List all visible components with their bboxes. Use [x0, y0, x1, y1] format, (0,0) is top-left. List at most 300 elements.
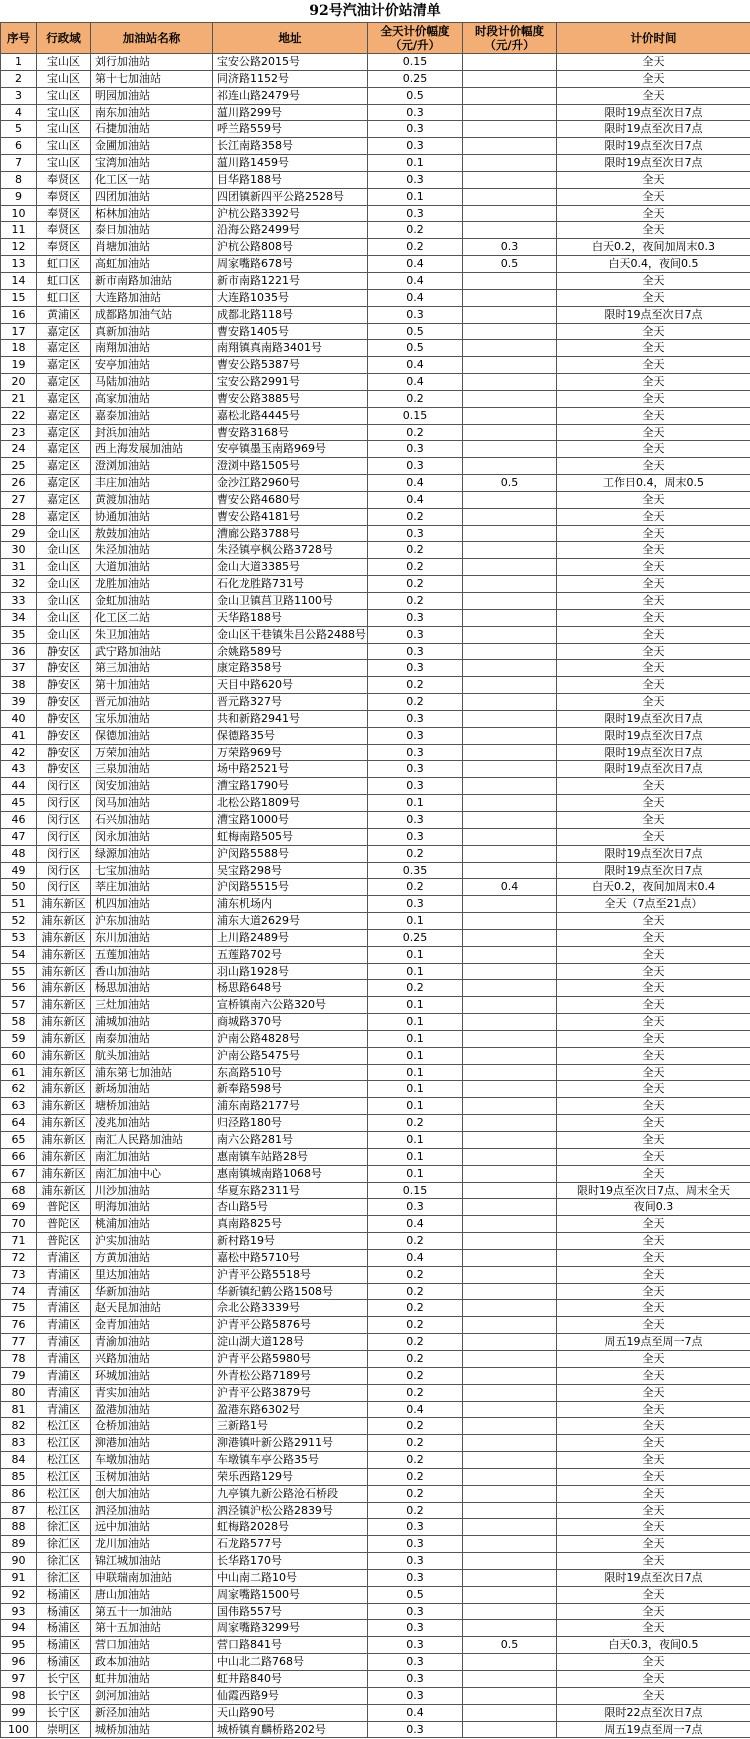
cell-seq: 93 — [1, 1603, 37, 1620]
cell-name: 保德加油站 — [91, 727, 213, 744]
cell-name: 龙川加油站 — [91, 1536, 213, 1553]
cell-address: 周家嘴路1500号 — [213, 1586, 368, 1603]
cell-seq: 14 — [1, 272, 37, 289]
cell-time: 限时19点至次日7点 — [557, 306, 750, 323]
cell-seq: 30 — [1, 542, 37, 559]
cell-name: 南汇加油中心 — [91, 1165, 213, 1182]
cell-name: 石捷加油站 — [91, 121, 213, 138]
table-row — [1, 1165, 750, 1182]
cell-time: 全天 — [557, 1317, 750, 1334]
cell-name: 凌兆加油站 — [91, 1115, 213, 1132]
cell-full-day: 0.3 — [368, 710, 463, 727]
cell-full-day: 0.4 — [368, 491, 463, 508]
cell-name: 明园加油站 — [91, 87, 213, 104]
cell-full-day: 0.3 — [368, 727, 463, 744]
cell-full-day: 0.3 — [368, 1569, 463, 1586]
cell-full-day: 0.3 — [368, 441, 463, 458]
cell-full-day: 0.1 — [368, 188, 463, 205]
cell-district: 奉贤区 — [37, 205, 91, 222]
cell-address: 蕰川路299号 — [213, 104, 368, 121]
cell-name: 封浜加油站 — [91, 424, 213, 441]
cell-full-day: 0.25 — [368, 70, 463, 87]
cell-time: 周五19点至周一7点 — [557, 1721, 750, 1738]
cell-seq: 73 — [1, 1266, 37, 1283]
cell-seq: 41 — [1, 727, 37, 744]
cell-time: 全天 — [557, 811, 750, 828]
table-header-row — [1, 23, 750, 54]
cell-address: 安亭镇墨玉南路969号 — [213, 441, 368, 458]
cell-seq: 84 — [1, 1452, 37, 1469]
cell-name: 营口加油站 — [91, 1637, 213, 1654]
table-row — [1, 1536, 750, 1553]
cell-address: 仙霞西路9号 — [213, 1687, 368, 1704]
cell-full-day: 0.4 — [368, 1249, 463, 1266]
cell-period — [463, 155, 557, 172]
table-row — [1, 862, 750, 879]
cell-full-day: 0.4 — [368, 272, 463, 289]
cell-seq: 68 — [1, 1182, 37, 1199]
cell-district: 浦东新区 — [37, 1047, 91, 1064]
cell-name: 兴路加油站 — [91, 1350, 213, 1367]
cell-address: 五莲路702号 — [213, 946, 368, 963]
cell-district: 宝山区 — [37, 138, 91, 155]
cell-seq: 40 — [1, 710, 37, 727]
cell-period — [463, 1384, 557, 1401]
cell-full-day: 0.1 — [368, 963, 463, 980]
table-row — [1, 1233, 750, 1250]
table-row — [1, 87, 750, 104]
cell-district: 静安区 — [37, 660, 91, 677]
cell-district: 长宁区 — [37, 1671, 91, 1688]
table-row — [1, 1687, 750, 1704]
cell-district: 青浦区 — [37, 1317, 91, 1334]
cell-time: 全天 — [557, 188, 750, 205]
cell-time: 全天 — [557, 1603, 750, 1620]
cell-period — [463, 222, 557, 239]
cell-district: 静安区 — [37, 677, 91, 694]
cell-seq: 37 — [1, 660, 37, 677]
cell-period: 0.4 — [463, 879, 557, 896]
cell-address: 祁连山路2479号 — [213, 87, 368, 104]
cell-seq: 18 — [1, 340, 37, 357]
cell-address: 漕廊公路3788号 — [213, 525, 368, 542]
cell-full-day: 0.2 — [368, 593, 463, 610]
cell-full-day: 0.2 — [368, 1266, 463, 1283]
cell-name: 玉树加油站 — [91, 1468, 213, 1485]
cell-period: 0.5 — [463, 256, 557, 273]
cell-time: 限时22点至次日7点 — [557, 1704, 750, 1721]
table-row — [1, 963, 750, 980]
cell-time: 全天 — [557, 340, 750, 357]
table-row — [1, 390, 750, 407]
table-row — [1, 1637, 750, 1654]
cell-period — [463, 1468, 557, 1485]
table-row — [1, 946, 750, 963]
cell-period — [463, 1687, 557, 1704]
cell-period — [463, 121, 557, 138]
cell-period — [463, 458, 557, 475]
cell-time: 全天 — [557, 643, 750, 660]
table-row — [1, 694, 750, 711]
cell-time: 全天 — [557, 1014, 750, 1031]
cell-seq: 57 — [1, 997, 37, 1014]
cell-address: 长华路170号 — [213, 1553, 368, 1570]
cell-full-day: 0.5 — [368, 87, 463, 104]
cell-full-day: 0.2 — [368, 694, 463, 711]
cell-name: 第十五加油站 — [91, 1620, 213, 1637]
table-row — [1, 188, 750, 205]
cell-district: 金山区 — [37, 542, 91, 559]
cell-seq: 59 — [1, 1030, 37, 1047]
cell-period — [463, 138, 557, 155]
cell-time: 全天 — [557, 593, 750, 610]
cell-time: 全天 — [557, 677, 750, 694]
cell-period — [463, 340, 557, 357]
cell-name: 剑河加油站 — [91, 1687, 213, 1704]
cell-address: 金山区干巷镇朱吕公路2488号 — [213, 626, 368, 643]
table-row — [1, 1704, 750, 1721]
cell-district: 浦东新区 — [37, 1081, 91, 1098]
cell-full-day: 0.2 — [368, 1283, 463, 1300]
cell-full-day: 0.25 — [368, 929, 463, 946]
page-title: 92号汽油计价站清单 — [309, 3, 441, 19]
cell-address: 国伟路557号 — [213, 1603, 368, 1620]
cell-period — [463, 1334, 557, 1351]
cell-name: 青实加油站 — [91, 1384, 213, 1401]
cell-time: 限时19点至次日7点 — [557, 121, 750, 138]
cell-time: 白天0.4，夜间0.5 — [557, 256, 750, 273]
table-row — [1, 289, 750, 306]
cell-district: 嘉定区 — [37, 374, 91, 391]
cell-time: 全天 — [557, 576, 750, 593]
cell-time: 全天 — [557, 1687, 750, 1704]
cell-address: 天山路90号 — [213, 1704, 368, 1721]
cell-full-day: 0.2 — [368, 1350, 463, 1367]
cell-full-day: 0.3 — [368, 205, 463, 222]
cell-time: 全天 — [557, 87, 750, 104]
table-row — [1, 1249, 750, 1266]
cell-district: 闵行区 — [37, 862, 91, 879]
cell-name: 东川加油站 — [91, 929, 213, 946]
cell-seq: 61 — [1, 1064, 37, 1081]
cell-name: 新市南路加油站 — [91, 272, 213, 289]
cell-time: 全天 — [557, 1418, 750, 1435]
table-row — [1, 222, 750, 239]
cell-full-day: 0.2 — [368, 980, 463, 997]
cell-seq: 60 — [1, 1047, 37, 1064]
table-row — [1, 171, 750, 188]
cell-period: 0.3 — [463, 239, 557, 256]
cell-time: 限时19点至次日7点、周末全天 — [557, 1182, 750, 1199]
cell-district: 宝山区 — [37, 155, 91, 172]
cell-district: 闵行区 — [37, 778, 91, 795]
cell-time: 全天 — [557, 1216, 750, 1233]
cell-period — [463, 1300, 557, 1317]
cell-address: 金山卫镇莒卫路1100号 — [213, 593, 368, 610]
table-row — [1, 205, 750, 222]
cell-address: 曹安公路4181号 — [213, 508, 368, 525]
cell-name: 金圃加油站 — [91, 138, 213, 155]
table-row — [1, 1654, 750, 1671]
cell-seq: 63 — [1, 1098, 37, 1115]
cell-address: 共和新路2941号 — [213, 710, 368, 727]
cell-full-day: 0.3 — [368, 896, 463, 913]
cell-name: 黄渡加油站 — [91, 491, 213, 508]
cell-name: 新泾加油站 — [91, 1704, 213, 1721]
cell-district: 青浦区 — [37, 1384, 91, 1401]
cell-seq: 72 — [1, 1249, 37, 1266]
cell-period — [463, 1216, 557, 1233]
cell-seq: 44 — [1, 778, 37, 795]
cell-seq: 98 — [1, 1687, 37, 1704]
cell-time: 限时19点至次日7点 — [557, 845, 750, 862]
table-row — [1, 340, 750, 357]
cell-full-day: 0.3 — [368, 1199, 463, 1216]
cell-seq: 45 — [1, 795, 37, 812]
table-row — [1, 896, 750, 913]
cell-seq: 55 — [1, 963, 37, 980]
cell-full-day: 0.3 — [368, 1637, 463, 1654]
cell-district: 闵行区 — [37, 811, 91, 828]
cell-seq: 7 — [1, 155, 37, 172]
cell-period — [463, 390, 557, 407]
cell-period — [463, 1569, 557, 1586]
cell-seq: 43 — [1, 761, 37, 778]
table-row — [1, 576, 750, 593]
cell-name: 申联瑞南加油站 — [91, 1569, 213, 1586]
cell-period — [463, 1519, 557, 1536]
cell-name: 三灶加油站 — [91, 997, 213, 1014]
cell-time: 全天 — [557, 828, 750, 845]
cell-time: 全天 — [557, 542, 750, 559]
cell-full-day: 0.2 — [368, 1435, 463, 1452]
cell-district: 浦东新区 — [37, 1014, 91, 1031]
cell-time: 全天 — [557, 508, 750, 525]
cell-full-day: 0.2 — [368, 1418, 463, 1435]
cell-full-day: 0.2 — [368, 576, 463, 593]
table-row — [1, 508, 750, 525]
cell-name: 协通加油站 — [91, 508, 213, 525]
table-row — [1, 1418, 750, 1435]
table-row — [1, 626, 750, 643]
cell-period — [463, 694, 557, 711]
cell-name: 泰日加油站 — [91, 222, 213, 239]
cell-period: 0.5 — [463, 475, 557, 492]
cell-name: 沪实加油站 — [91, 1233, 213, 1250]
cell-district: 浦东新区 — [37, 1132, 91, 1149]
cell-period — [463, 1502, 557, 1519]
cell-time: 全天 — [557, 1671, 750, 1688]
cell-name: 安亭加油站 — [91, 357, 213, 374]
cell-name: 仓桥加油站 — [91, 1418, 213, 1435]
table-row — [1, 54, 750, 71]
cell-name: 南泰加油站 — [91, 1030, 213, 1047]
cell-period — [463, 104, 557, 121]
cell-time: 全天 — [557, 491, 750, 508]
cell-time: 全天 — [557, 1553, 750, 1570]
cell-period — [463, 1586, 557, 1603]
cell-address: 曹安路3168号 — [213, 424, 368, 441]
cell-seq: 20 — [1, 374, 37, 391]
cell-address: 新市南路1221号 — [213, 272, 368, 289]
cell-district: 杨浦区 — [37, 1586, 91, 1603]
cell-address: 营口路841号 — [213, 1637, 368, 1654]
cell-name: 机四加油站 — [91, 896, 213, 913]
cell-time: 限时19点至次日7点 — [557, 104, 750, 121]
cell-full-day: 0.2 — [368, 677, 463, 694]
table-row — [1, 929, 750, 946]
cell-district: 奉贤区 — [37, 171, 91, 188]
cell-full-day: 0.2 — [368, 1485, 463, 1502]
table-row — [1, 1148, 750, 1165]
cell-seq: 29 — [1, 525, 37, 542]
cell-seq: 92 — [1, 1586, 37, 1603]
cell-period — [463, 795, 557, 812]
cell-address: 目华路188号 — [213, 171, 368, 188]
cell-period — [463, 374, 557, 391]
cell-time: 全天 — [557, 289, 750, 306]
cell-seq: 95 — [1, 1637, 37, 1654]
cell-period — [463, 1047, 557, 1064]
cell-district: 浦东新区 — [37, 1030, 91, 1047]
cell-address: 沪杭公路808号 — [213, 239, 368, 256]
cell-full-day: 0.1 — [368, 1030, 463, 1047]
cell-district: 金山区 — [37, 626, 91, 643]
cell-time: 全天 — [557, 626, 750, 643]
cell-district: 金山区 — [37, 593, 91, 610]
cell-time: 全天 — [557, 997, 750, 1014]
cell-period — [463, 828, 557, 845]
table-row — [1, 1115, 750, 1132]
cell-district: 宝山区 — [37, 104, 91, 121]
cell-time: 全天 — [557, 1266, 750, 1283]
cell-address: 盈港东路6302号 — [213, 1401, 368, 1418]
cell-district: 闵行区 — [37, 828, 91, 845]
cell-district: 普陀区 — [37, 1233, 91, 1250]
cell-district: 杨浦区 — [37, 1603, 91, 1620]
cell-full-day: 0.1 — [368, 1081, 463, 1098]
cell-full-day: 0.1 — [368, 1014, 463, 1031]
cell-name: 泖港加油站 — [91, 1435, 213, 1452]
cell-address: 同济路1152号 — [213, 70, 368, 87]
cell-full-day: 0.2 — [368, 879, 463, 896]
cell-seq: 26 — [1, 475, 37, 492]
cell-address: 泖港镇叶新公路2911号 — [213, 1435, 368, 1452]
table-row — [1, 1317, 750, 1334]
table-row — [1, 407, 750, 424]
cell-time: 工作日0.4，周末0.5 — [557, 475, 750, 492]
cell-time: 全天 — [557, 222, 750, 239]
cell-name: 创大加油站 — [91, 1485, 213, 1502]
cell-seq: 78 — [1, 1350, 37, 1367]
cell-full-day: 0.2 — [368, 542, 463, 559]
cell-seq: 32 — [1, 576, 37, 593]
cell-seq: 35 — [1, 626, 37, 643]
cell-address: 石化龙胜路731号 — [213, 576, 368, 593]
table-row — [1, 424, 750, 441]
cell-seq: 49 — [1, 862, 37, 879]
cell-seq: 51 — [1, 896, 37, 913]
cell-name: 环城加油站 — [91, 1367, 213, 1384]
cell-seq: 86 — [1, 1485, 37, 1502]
cell-full-day: 0.4 — [368, 1216, 463, 1233]
cell-period — [463, 710, 557, 727]
cell-time: 限时19点至次日7点 — [557, 155, 750, 172]
cell-address: 金山大道3385号 — [213, 559, 368, 576]
cell-seq: 83 — [1, 1435, 37, 1452]
cell-seq: 46 — [1, 811, 37, 828]
cell-full-day: 0.2 — [368, 239, 463, 256]
cell-time: 全天 — [557, 1148, 750, 1165]
table-row — [1, 306, 750, 323]
cell-name: 里达加油站 — [91, 1266, 213, 1283]
cell-name: 第十加油站 — [91, 677, 213, 694]
cell-seq: 100 — [1, 1721, 37, 1738]
cell-full-day: 0.2 — [368, 1502, 463, 1519]
cell-district: 杨浦区 — [37, 1620, 91, 1637]
cell-period — [463, 626, 557, 643]
cell-seq: 90 — [1, 1553, 37, 1570]
cell-time: 全天 — [557, 1350, 750, 1367]
cell-district: 金山区 — [37, 559, 91, 576]
cell-full-day: 0.3 — [368, 1671, 463, 1688]
cell-period — [463, 744, 557, 761]
cell-district: 浦东新区 — [37, 946, 91, 963]
cell-time: 周五19点至周一7点 — [557, 1334, 750, 1351]
cell-district: 浦东新区 — [37, 980, 91, 997]
cell-name: 刘行加油站 — [91, 54, 213, 71]
cell-period — [463, 1553, 557, 1570]
cell-period — [463, 593, 557, 610]
cell-district: 闵行区 — [37, 795, 91, 812]
cell-address: 浦东机场内 — [213, 896, 368, 913]
cell-seq: 96 — [1, 1654, 37, 1671]
cell-period — [463, 289, 557, 306]
cell-period — [463, 357, 557, 374]
cell-district: 松江区 — [37, 1468, 91, 1485]
cell-district: 静安区 — [37, 710, 91, 727]
table-row — [1, 660, 750, 677]
cell-name: 川沙加油站 — [91, 1182, 213, 1199]
cell-district: 奉贤区 — [37, 239, 91, 256]
cell-name: 航头加油站 — [91, 1047, 213, 1064]
cell-full-day: 0.1 — [368, 1148, 463, 1165]
cell-district: 长宁区 — [37, 1687, 91, 1704]
cell-name: 虹井加油站 — [91, 1671, 213, 1688]
table-row — [1, 1452, 750, 1469]
cell-address: 沪闵路5588号 — [213, 845, 368, 862]
cell-name: 五莲加油站 — [91, 946, 213, 963]
table-row — [1, 1671, 750, 1688]
cell-district: 徐汇区 — [37, 1536, 91, 1553]
cell-address: 浦东大道2629号 — [213, 913, 368, 930]
cell-name: 朱泾加油站 — [91, 542, 213, 559]
cell-period — [463, 609, 557, 626]
cell-district: 静安区 — [37, 727, 91, 744]
cell-district: 黄浦区 — [37, 306, 91, 323]
cell-seq: 16 — [1, 306, 37, 323]
cell-full-day: 0.3 — [368, 811, 463, 828]
cell-address: 真南路825号 — [213, 1216, 368, 1233]
cell-district: 崇明区 — [37, 1721, 91, 1738]
cell-time: 全天 — [557, 1115, 750, 1132]
cell-district: 浦东新区 — [37, 913, 91, 930]
cell-period — [463, 1182, 557, 1199]
cell-full-day: 0.1 — [368, 1165, 463, 1182]
cell-time: 限时19点至次日7点 — [557, 710, 750, 727]
cell-period — [463, 1418, 557, 1435]
cell-seq: 6 — [1, 138, 37, 155]
